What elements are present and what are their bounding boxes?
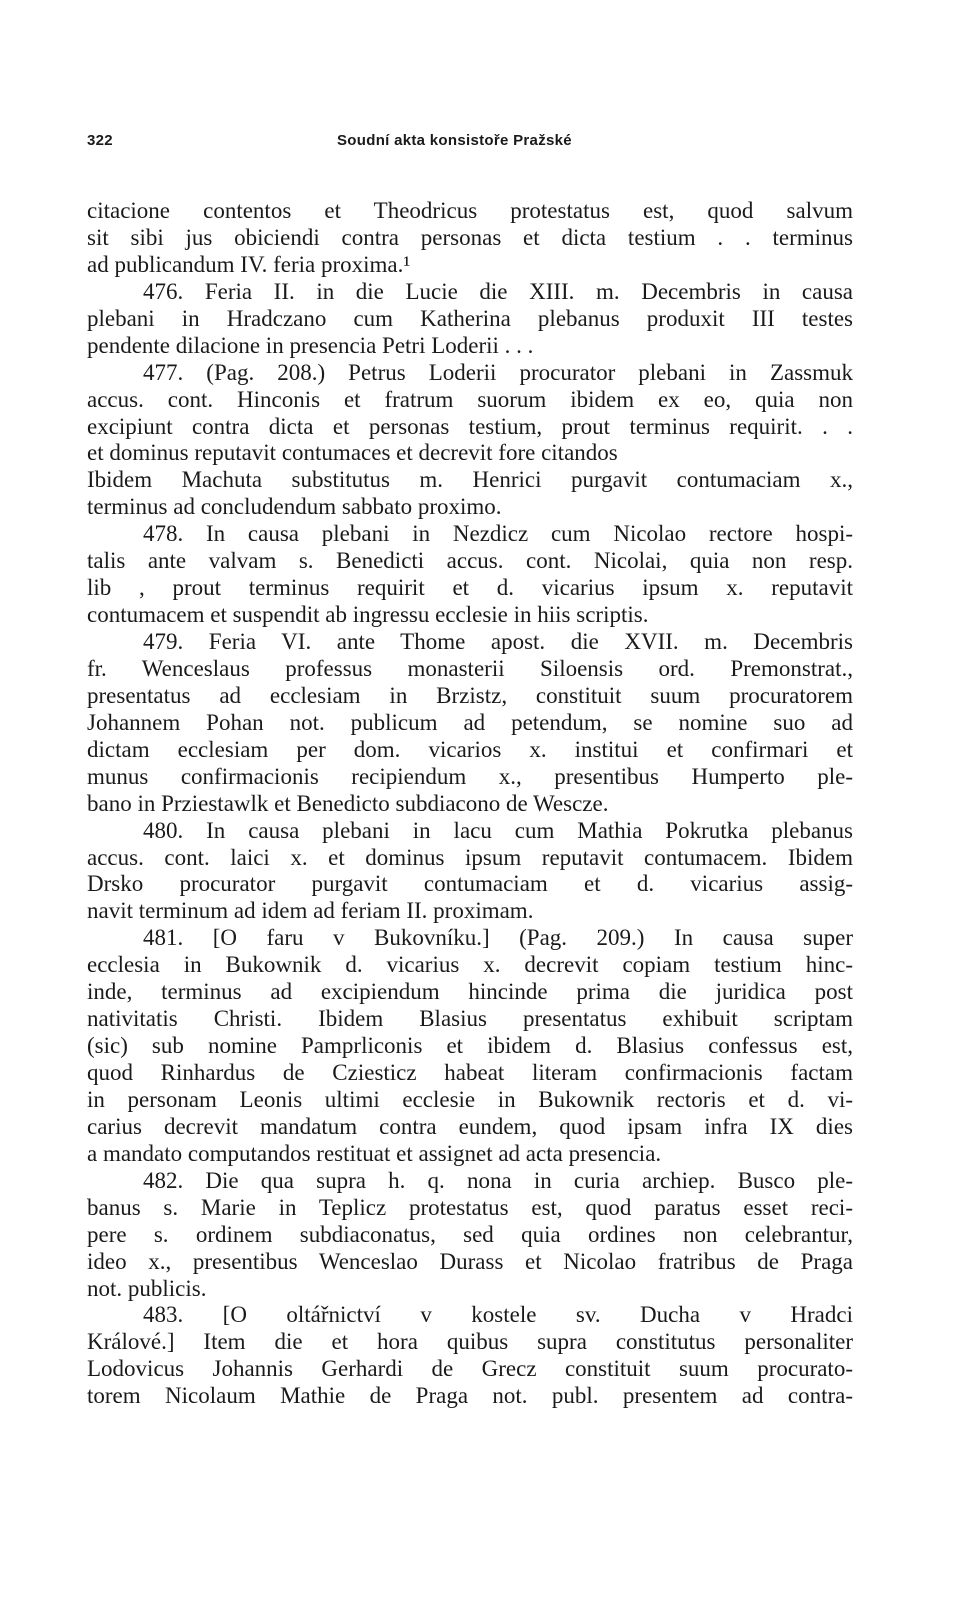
text-line: sit sibi jus obiciendi contra personas et dicta testium . . terminus <box>87 224 853 250</box>
text-line: bano in Prziestawlk et Benedicto subdiacono de Wescze. <box>87 790 609 816</box>
text-line: navit terminum ad idem ad feriam II. proximam. <box>87 898 534 924</box>
document-page <box>87 132 853 1410</box>
text-line: (sic) sub nomine Pamprliconis et ibidem d. Blasius confessus est, <box>87 1033 853 1059</box>
text-line: nativitatis Christi. Ibidem Blasius presentatus exhibuit scriptam <box>87 1006 853 1032</box>
text-line: ideo x., presentibus Wenceslao Durass et Nicolao fratribus de Praga <box>87 1248 853 1274</box>
text-line: Lodovicus Johannis Gerhardi de Grecz constituit suum procurato- <box>87 1356 853 1382</box>
text-line: presentatus ad ecclesiam in Brzistz, constituit suum procuratorem <box>87 682 853 708</box>
text-line: quod Rinhardus de Cziesticz habeat literam confirmacionis factam <box>87 1060 853 1085</box>
text-line: pere s. ordinem subdiaconatus, sed quia ordines non celebrantur, <box>87 1221 853 1247</box>
text-line: ecclesia in Bukownik d. vicarius x. decrevit copiam testium hinc- <box>87 952 853 978</box>
text-line: torem Nicolaum Mathie de Praga not. publ. presentem ad contra- <box>87 1383 853 1409</box>
entry-482-line: 482. Die qua supra h. q. nona in curia archiep. Busco ple- <box>143 1167 853 1193</box>
text-line: not. publicis. <box>87 1275 207 1301</box>
text-line: contumacem et suspendit ab ingressu ecclesie in hiis scriptis. <box>87 602 649 628</box>
entry-478-line: 478. In causa plebani in Nezdicz cum Nicolao rectore hospi- <box>143 521 853 547</box>
page-number: 322 <box>87 132 113 149</box>
text-line: talis ante valvam s. Benedicti accus. cont. Nicolai, quia non resp. <box>87 548 853 574</box>
text-line: banus s. Marie in Teplicz protestatus est, quod paratus esset reci- <box>87 1194 853 1220</box>
text-line: dictam ecclesiam per dom. vicarios x. institui et confirmari et <box>87 736 853 762</box>
text-line: plebani in Hradczano cum Katherina plebanus produxit III testes <box>87 305 853 331</box>
text-line: Králové.] Item die et hora quibus supra constitutus personaliter <box>87 1329 853 1355</box>
text-line: et dominus reputavit contumaces et decrevit fore citandos <box>87 440 618 466</box>
entry-479-line: 479. Feria VI. ante Thome apost. die XVII. m. Decembris <box>143 629 853 654</box>
text-line: citacione contentos et Theodricus protestatus est, quod salvum <box>87 198 853 223</box>
text-line: accus. cont. Hinconis et fratrum suorum ibidem ex eo, quia non <box>87 386 853 412</box>
entry-476-line: 476. Feria II. in die Lucie die XIII. m. Decembris in causa <box>143 278 853 304</box>
text-line: pendente dilacione in presencia Petri Loderii . . . <box>87 332 534 358</box>
text-line: excipiunt contra dicta et personas testium, prout terminus requirit. . . <box>87 413 853 439</box>
text-line: in personam Leonis ultimi ecclesie in Bukownik rectoris et d. vi- <box>87 1086 853 1112</box>
text-line: lib , prout terminus requirit et d. vicarius ipsum x. reputavit <box>87 575 853 601</box>
text-line: Drsko procurator purgavit contumaciam et d. vicarius assig- <box>87 871 853 897</box>
body-text <box>87 198 853 1410</box>
text-line: munus confirmacionis recipiendum x., presentibus Humperto ple- <box>87 763 853 789</box>
text-line: carius decrevit mandatum contra eundem, quod ipsam infra IX dies <box>87 1113 853 1139</box>
text-line: terminus ad concludendum sabbato proximo. <box>87 494 502 520</box>
text-line: Ibidem Machuta substitutus m. Henrici purgavit contumaciam x., <box>87 467 853 493</box>
entry-481-line: 481. [O faru v Bukovníku.] (Pag. 209.) In causa super <box>143 925 853 951</box>
entry-483-line: 483. [O oltářnictví v kostele sv. Ducha v Hradci <box>143 1302 853 1328</box>
entry-477-line: 477. (Pag. 208.) Petrus Loderii procurator plebani in Zassmuk <box>143 359 853 385</box>
running-title: Soudní akta konsistoře Pražské <box>337 132 572 149</box>
text-line: accus. cont. laici x. et dominus ipsum reputavit contumacem. Ibidem <box>87 844 853 870</box>
text-line: fr. Wenceslaus professus monasterii Siloensis ord. Premonstrat., <box>87 655 853 681</box>
text-line: Johannem Pohan not. publicum ad petendum, se nomine suo ad <box>87 709 853 735</box>
entry-480-line: 480. In causa plebani in lacu cum Mathia Pokrutka plebanus <box>143 817 853 843</box>
text-line: ad publicandum IV. feria proxima.¹ <box>87 251 411 277</box>
text-line: a mandato computandos restituat et assignet ad acta presencia. <box>87 1140 662 1166</box>
page-header <box>87 132 853 158</box>
text-line: inde, terminus ad excipiendum hincinde prima die juridica post <box>87 979 853 1005</box>
